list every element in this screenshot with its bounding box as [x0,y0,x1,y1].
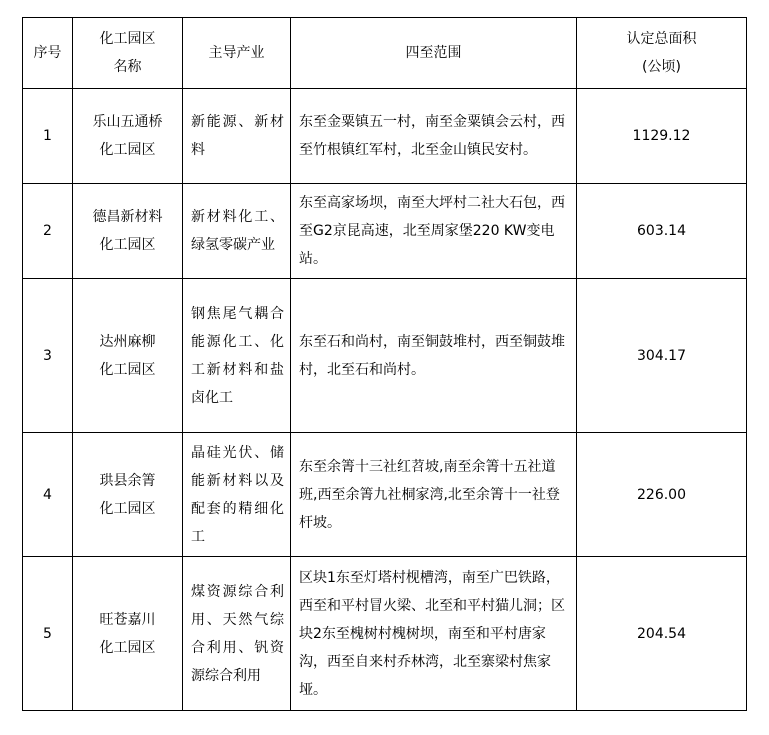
cell-name-line2: 化工园区 [99,639,156,656]
header-name-line2: 名称 [113,59,142,75]
cell-area: 226.00 [577,433,747,557]
cell-name-line2: 化工园区 [99,361,156,378]
header-area [577,18,747,89]
cell-seq: 3 [23,279,73,433]
table-row [23,279,747,433]
cell-name-line2: 化工园区 [99,237,156,253]
cell-name-line1: 乐山五通桥 [92,114,163,130]
cell-range: 东至高家场坝，南至大坪村二社大石包，西至G2京昆高速，北至周家堡220 KW变电站。 [291,184,577,279]
table-header-row [23,18,747,89]
cell-seq: 5 [23,557,73,711]
cell-industry: 晶硅光伏、储能新材料以及配套的精细化工 [183,433,291,557]
cell-name-line1: 旺苍嘉川 [99,611,156,628]
cell-industry: 新材料化工、绿氢零碳产业 [183,184,291,279]
cell-area: 1129.12 [577,89,747,184]
cell-industry: 钢焦尾气耦合能源化工、化工新材料和盐卤化工 [183,279,291,433]
cell-name-line1: 德昌新材料 [92,209,163,225]
table-row [23,89,747,184]
cell-name [73,279,183,433]
chemical-park-table [22,17,747,711]
cell-name-line1: 达州麻柳 [99,333,156,350]
cell-range: 东至余箐十三社红苕坡,南至余箐十五社道班,西至余箐九社桐家湾,北至余箐十一社登杆坡。 [291,433,577,557]
cell-industry: 煤资源综合利用、天然气综合利用、钒资源综合利用 [183,557,291,711]
cell-industry: 新能源、新材料 [183,89,291,184]
cell-seq: 2 [23,184,73,279]
cell-name [73,557,183,711]
cell-seq: 1 [23,89,73,184]
cell-name-line2: 化工园区 [99,500,156,517]
header-name-line1: 化工园区 [99,31,156,47]
cell-area: 204.54 [577,557,747,711]
header-seq: 序号 [23,18,73,89]
cell-range: 东至石和尚村，南至铜鼓堆村，西至铜鼓堆村，北至石和尚村。 [291,279,577,433]
cell-name-line1: 珙县余箐 [99,472,156,489]
cell-area: 304.17 [577,279,747,433]
header-area-line1: 认定总面积 [626,31,697,47]
header-area-line2: (公顷) [642,59,681,75]
table-row [23,557,747,711]
header-industry: 主导产业 [183,18,291,89]
cell-range: 区块1东至灯塔村枧槽湾，南至广巴铁路，西至和平村冒火梁、北至和平村猫儿洞；区块2东至槐树村槐树坝，南至和平村唐家沟，西至自来村乔林湾，北至寨梁村焦家垭。 [291,557,577,711]
cell-name [73,184,183,279]
cell-seq: 4 [23,433,73,557]
cell-name-line2: 化工园区 [99,142,156,158]
cell-name [73,433,183,557]
cell-area: 603.14 [577,184,747,279]
cell-name [73,89,183,184]
cell-range: 东至金粟镇五一村，南至金粟镇会云村，西至竹根镇红军村，北至金山镇民安村。 [291,89,577,184]
table-row [23,184,747,279]
header-range: 四至范围 [291,18,577,89]
table-row [23,433,747,557]
header-name [73,18,183,89]
